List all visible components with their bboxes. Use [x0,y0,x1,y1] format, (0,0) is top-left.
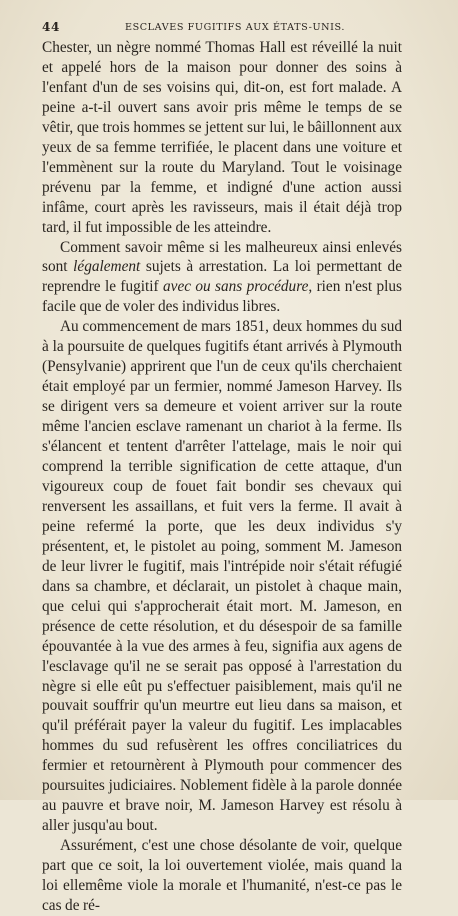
text-segment: sujets à arrestation. La loi permettant de reprendre le fugitif [42,258,402,296]
page-header [42,20,402,38]
italic-segment: légalement [73,258,141,276]
text-segment: Comment savoir même si les malheureux ainsi enlevés sont [42,238,402,276]
running-title: ESCLAVES FUGITIFS AUX ÉTATS-UNIS. [124,22,346,33]
text-segment: Au commencement de mars 1851, deux hommes du sud à la poursuite de quelques fugitifs étant arrivés à Plymouth (Pensylvanie) apprirent que l'un de ceux qu'ils cherchaient était employé par un fermier, nommé Jameson Harvey. Ils se dirigent vers sa demeure et voient arriver sur la route même l'ancien esclave ramenant un chariot à la ferme. Ils s'élancent et tentent d'arrêter l'attelage, mais le noir qui comprend la terrible signification de cette attaque, d'un vigoureux coup de fouet fait bondir ses chevaux qui renversent les assaillans, et fuit vers la ferme. Il avait à peine refermé la porte, que les deux individus s'y présentent, et, le pistolet au poing, somment M. Jameson de leur livrer le fugitif, mais l'intrépide noir s'était réfugié dans sa chambre, et déclarait, un pistolet à chaque main, que celui qui s'approcherait était mort. M. Jameson, en présence de cette résolution, et du désespoir de sa famille épouvantée à la vue des armes à feu, signifia aux agens de l'esclavage qu'il ne se serait pas opposé à l'arrestation du nègre si elle eût pu s'effectuer paisiblement, mais qu'il ne pouvait souffrir qu'un meurtre eut lieu dans sa maison, et qu'il préférait payer la valeur du fugitif. Les implacables hommes du sud refusèrent les offres conciliatrices du fermier et retournèrent à Plymouth pour commencer des poursuites judiciaires. Noblement fidèle à la parole donnée au pauvre et brave noir, M. Jameson Harvey est résolu à aller jusqu'au bout. [42,318,402,835]
text-segment: Chester, un nègre nommé Thomas Hall est réveillé la nuit et appelé hors de la maison pour donner des soins à l'enfant d'un de ses voisins qui, dit-on, est fort malade. A peine a-t-il ouvert sans avoir pris même le temps de se vêtir, que trois hommes se jettent sur lui, le bâillonnent aux yeux de sa femme terrifiée, le placent dans une voiture et l'emmènent sur la route du Maryland. Tout le voisinage prévenu par la femme, et indigné d'une action aussi infâme, court après les ravisseurs, mais il était déjà trop tard, il fut impossible de les atteindre. [42,39,402,236]
paragraph [42,238,402,318]
paragraph [42,317,402,836]
body-text [42,38,402,916]
paragraph [42,836,402,916]
text-segment: Assurément, c'est une chose désolante de voir, quelque part que ce soit, la loi ouvertement violée, mais quand la loi ellemême viole la morale et l'humanité, n'est-ce pas le cas de ré- [42,837,402,914]
text-segment: , rien n'est plus facile que de voler des individus libres. [42,278,402,316]
page-number: 44 [42,20,60,34]
italic-segment: avec ou sans procédure [163,278,309,296]
paragraph [42,38,402,238]
